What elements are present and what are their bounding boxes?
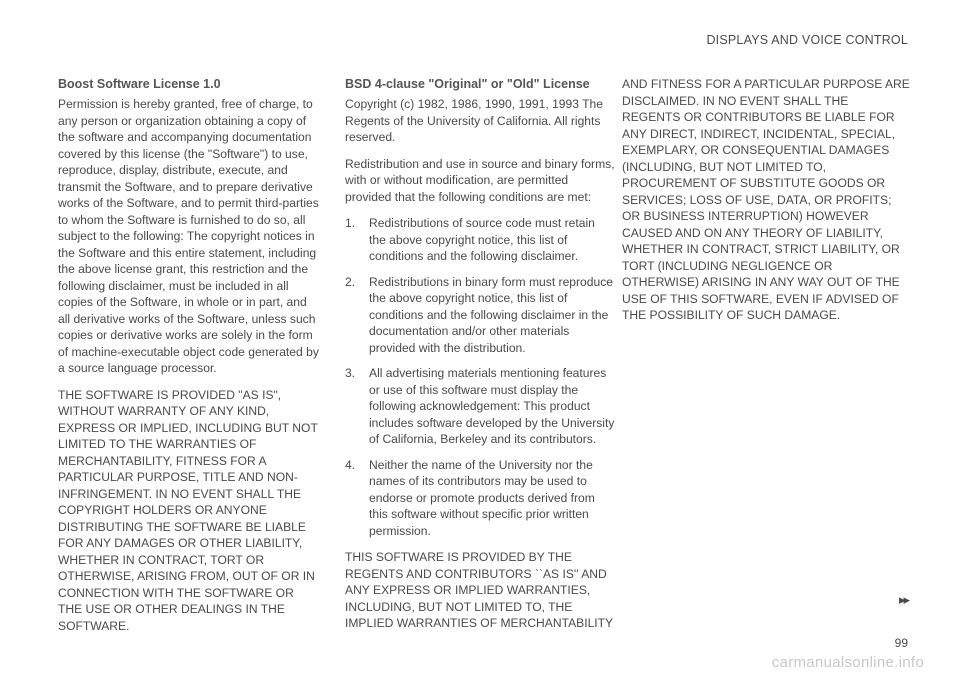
list-item-text: Redistributions of source code must retain the above copyright notice, this list of conditions and the following disclaimer. [369,216,595,263]
bsd-disclaimer-start: THIS SOFTWARE IS PROVIDED BY THE REGENTS AND CONTRIBUTORS ``AS IS'' AND ANY EXPRESS OR IMPLIED WARRANTIES, INCLUDING, BUT NOT LIMITED TO, THE IMPLIED WARRANTIES OF MERCHANTABILITY [345,550,614,630]
page-number: 99 [894,636,908,650]
bsd-disclaimer-continued: AND FITNESS FOR A PARTICULAR PURPOSE ARE DISCLAIMED. IN NO EVENT SHALL THE REGENTS OR CONTRIBUTORS BE LIABLE FOR ANY DIRECT, INDIRECT, INCIDENTAL, SPECIAL, EXEMPLARY, OR CONSEQUENTIAL DAMAGES (INCLUDING, BUT NOT LIMITED TO, PROCUREMENT OF SUBSTITUTE GOODS OR SERVICES; LOSS OF USE, DATA, OR PROFITS; OR BUSINESS INTERRUPTION) HOWEVER CAUSED AND ON ANY THEORY OF LIABILITY, WHETHER IN CONTRACT, STRICT LIABILITY, OR TORT (INCLUDING NEGLIGENCE OR OTHERWISE) ARISING IN ANY WAY OUT OF THE USE OF THIS SOFTWARE, EVEN IF ADVISED OF THE POSSIBILITY OF SUCH DAMAGE. [622,77,910,322]
bsd-copyright: Copyright (c) 1982, 1986, 1990, 1991, 1993 The Regents of the University of California. All rights reserved. [345,97,603,144]
section-title: DISPLAYS AND VOICE CONTROL [706,33,908,47]
list-item-text: All advertising materials mentioning features or use of this software must display the following acknowledgement: This product includes software developed by the University of California, Berkeley and its contributors. [369,366,615,446]
list-item [345,457,615,540]
column-boost-license [58,76,320,644]
list-item [345,215,615,265]
bsd-conditions-intro: Redistribution and use in source and binary forms, with or without modification, are permitted provided that the following conditions are met: [345,156,615,204]
bsd-license-heading: BSD 4-clause "Original" or "Old" License [345,77,590,91]
list-item-number: 1. [345,216,356,230]
list-item-text: Neither the name of the University nor the names of its contributors may be used to endorse or promote products derived from this software without specific prior written permission. [369,457,595,538]
list-item-text: Redistributions in binary form must reproduce the above copyright notice, this list of conditions and the following disclaimer in the documentation and/or other materials provided with the distribution. [369,274,613,355]
bsd-conditions-list [345,215,615,539]
column-bsd-license [345,76,615,642]
list-item-number: 2. [345,274,356,289]
next-page-icon: ▸▸ [898,592,908,607]
list-item-number: 4. [345,457,356,472]
boost-license-grant: Permission is hereby granted, free of charge, to any person or organization obtaining a copy of the software and accompanying documentation covered by this license (the "Software") to use, reproduce, display, distribute, execute, and transmit the Software, and to prepare derivative works of the Software, and to permit third-parties to whom the Software is furnished to do so, all subject to the following: The copyright notices in the Software and this entire statement, including the above license grant, this restriction and the following disclaimer, must be included in all copies of the Software, in whole or in part, and all derivative works of the Software, unless such copies or derivative works are solely in the form of machine-executable object code generated by a source language processor. [58,97,319,375]
column-bsd-disclaimer [622,76,910,334]
list-item [345,365,615,448]
list-item [345,274,615,357]
watermark: carmanualsonline.info [771,654,924,671]
boost-license-heading: Boost Software License 1.0 [58,77,221,91]
boost-license-disclaimer: THE SOFTWARE IS PROVIDED "AS IS", WITHOUT WARRANTY OF ANY KIND, EXPRESS OR IMPLIED, INCLUDING BUT NOT LIMITED TO THE WARRANTIES OF MERCHANTABILITY, FITNESS FOR A PARTICULAR PURPOSE, TITLE AND NON-INFRINGEMENT. IN NO EVENT SHALL THE COPYRIGHT HOLDERS OR ANYONE DISTRIBUTING THE SOFTWARE BE LIABLE FOR ANY DAMAGES OR OTHER LIABILITY, WHETHER IN CONTRACT, TORT OR OTHERWISE, ARISING FROM, OUT OF OR IN CONNECTION WITH THE SOFTWARE OR THE USE OR OTHER DEALINGS IN THE SOFTWARE. [58,387,318,633]
list-item-number: 3. [345,366,356,380]
